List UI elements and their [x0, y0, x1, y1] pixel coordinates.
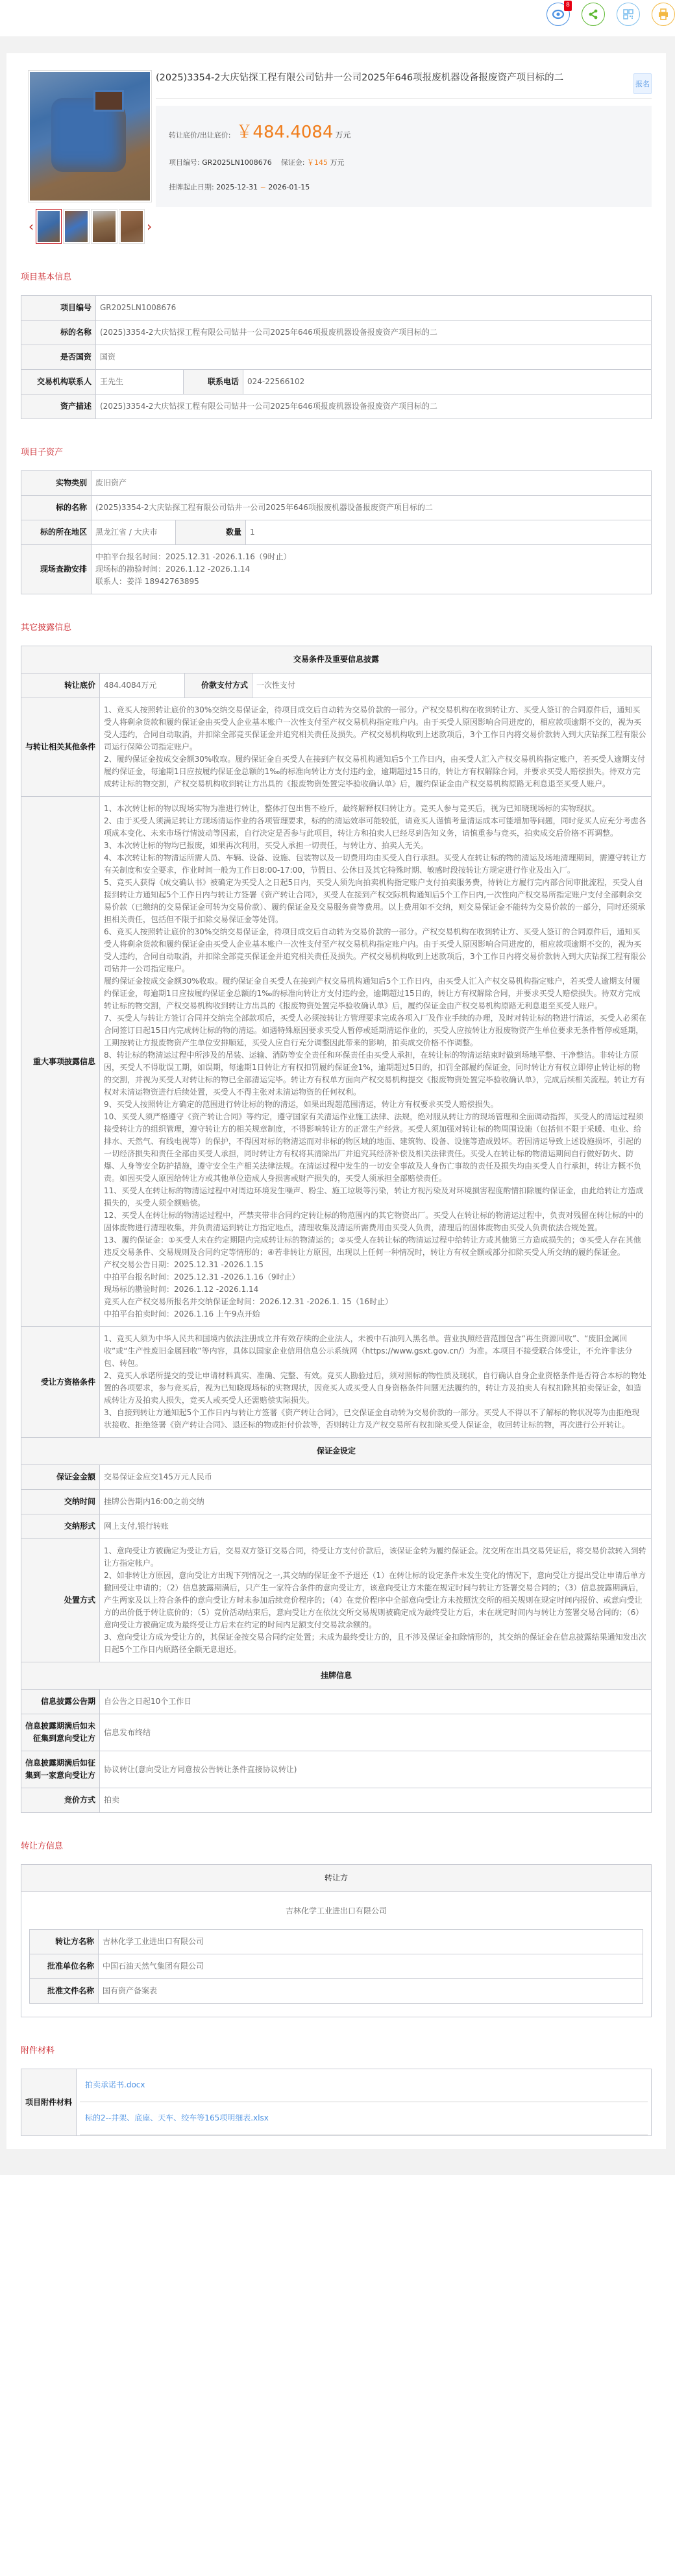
row-value: 废旧资产	[92, 471, 652, 496]
row-value: 拍卖	[100, 1788, 652, 1813]
section-title-other: 其它披露信息	[21, 623, 72, 633]
thumbnail-4[interactable]	[119, 209, 145, 244]
share-button[interactable]	[582, 3, 605, 26]
thumbnail-2[interactable]	[63, 209, 90, 244]
row-label: 项目编号	[21, 296, 96, 321]
row-label: 交纳时间	[21, 1490, 100, 1514]
disclosure-table	[21, 646, 652, 1813]
row-label: 联系电话	[184, 370, 243, 395]
major-disclosure-text: 1、本次转让标的物以现场实物为准进行转让，整体打包出售不检斤，最终解释权归转让方。竞买人参与竞买后，视为已知晓现场标的实物现状。 2、由于买受人须满足转让方现场清运作业的各项管理要求，标的的清运效率可能较低，请竞买人谨慎考量清运成本可能增加等问题，同时竞买人应充分考虑各项成本变化、未来市场行情波动等因素，自行决定是否参与此项目，转让方和拍卖人已经尽到告知义务，请慎重参与竞买，拍卖成交后价格不再调整。 3、本次转让标的物均已报废，如果再次利用，买受人承担一切责任，与转让方、拍卖人无关。 4、本次转让标的物清运所需人员、车辆、设备、设施、包装物以及一切费用均由买受人自行承担。买受人在转让标的物的清运及场地清理期间，需遵守转让方有关制度和安全要求，作业时间一般为工作日8:00-17:00，节假日、公休日及其它特殊时期、敏感时段按转让方规定进行作业及出入厂。 5、竞买人获得《成交确认书》被确定为买受人之日起5日内，买受人须先向拍卖机构指定账户支付拍卖服务费，待转让方履行完内部合同审批流程，买受人自接到转让方通知起5个工作日内与转让方签署《资产转让合同》，买受人在接到产权交际机构通知后5个工作日内,一次性向产权交易所指定账户支付全部剩余交易价款（已缴纳的交易保证金可转为交易价款）、履约保证金及交易服务费等费用。以上费用如不交纳，则交易保证金不能转为交易价款的一部分，同时还须承担相关责任，包括但不限于扣除交易保证金等处罚。 6、竞买人按照转让底价的30%交纳交易保证金，待项目成交后自动转为交易价款的一部分。产权交易机构在收到转让方、买受人签订的合同原件后，通知买受人将剩余货款和履约保证金由买受人企业基本账户一次性支付至产权交易机构指定账户内。由于买受人原因影响合同进度的，相应款项逾期不交的，视为买受人违约，合同自动取消，并扣除全部竞买保证金并追究相关责任及损失。产权交易机构收到上述款项后，3个工作日内将交易价款转入到大庆钻探工程有限公司钻井一公司指定账户。 履约保证金按成交金额30%收取。履约保证金自买受人在接到产权交易机构通知后5个工作日内，由买受人汇入产权交易机构指定账户，若买受人逾期支付履约保证金，每逾期1日应按履约保证金总额的1‰的标准向转让方支付违约金，逾期超过15日的，转让方有权解除合同，并要求买受人赔偿损失。待双方完成转让标的物交割，产权交易机构收到转让方出具的《报废物资处置完毕验收确认单》后，履约保证金由产权交易机构原路无利息退至买受人账户。 7、买受人与转让方签订合同并交纳完全部款项后，买受人必须按转让方管理要求完成各项入厂及作业手续的办理，及时对转让标的物进行清运，买受人必须在合同签订日起15日内完成转让标的物的清运。如遇特殊原因要求买受人暂停或延期清运作业的，买受人应按转让方报废物资产生单位要求无条件暂停或延期，工期按转让方报废物资产生单位安排顺延，买受人应自行充分调整因此带来的影响，拍卖成交价格不作调整。 8、转让标的物清运过程中所涉及的吊装、运输、消防等安全责任和环保责任由买受人承担，在转让标的物清运结束时做到场地平整、干净整洁。非转让方原因，买受人不得耽误工期，如误期，每逾期1日转让方有权扣罚履约保证金1%，逾期超过5日的，扣罚全部履约保证金，同时转让方有权立即停止转让标的物的交割，并视为买受人对转让标的物已全部清运完毕。转让方有权单方面向产权交易机构提交《报废物资处置完毕验收确认单》，完成后续相关流程。转让方有权对未清运物资进行后续处置，买受人不得主张对未清运物资的任何权利。 9、买受人按照转让方确定的范围进行转让标的物的清运，如果出现超范围清运，转让方有权要求买受人赔偿损失。 10、买受人须严格遵守《资产转让合同》等约定，遵守国家有关清运作业施工法律、法规，绝对服从转让方的现场管理和全面调动指挥，买受人的清运过程须接受转让方的组织管理，遵守转让方的相关规章制度，不得影响转让方的正常生产经营。买受人须加强对转让标的物周围设施（包括但不限于采暖、电业、给排水、天然气、有线电视等）的保护，不得因对标的物清运而对非标的物区域的地面、建筑物、设备、设施等造成毁坏。若因清运导致上述设施损坏，引起的一切经济损失和责任全部由买受人承担，同时转让方有权将其清除出厂并追究其经济补偿及相关法律责任。买受人在转让标的物清运期间自行做好防火、防爆、人身等安全防护措施，遵守安全生产相关法律法规。在清运过程中发生的一切安全事故及人身伤亡事故的责任及损失均由买受人自行承担，转让方概不负责。如因买受人原因给转让方或其他单位造成人身损害或财产损失的，买受人须承担全部赔偿责任。 11、买受人在转让标的物清运过程中对周边环境发生噪声、粉尘、施工垃圾等污染，转让方视污染及对环境损害程度酌情扣除履约保证金，由此给转让方造成损失的，买受人须全额赔偿。 12、买受人在转让标的物清运过程中，严禁夹带非合同约定转让标的物范围内的其它物资出厂。买受人在转让标的物清运过程中，负责对残留在转让标的中的固体废物进行清理收集，并负责清运到转让方指定地点，清理收集及清运所需费用由买受人负责，清理后的固体废物由买受人负责依法合规处置。 13、履约保证金：①买受人未在约定期限内完成转让标的物清运的；②买受人在转让标的物清运过程中给转让方或其他第三方造成损失的；③买受人存在其他违反交易条件、交易规则及合同约定等情形的；④若非转让方原因，出现以上任何一种情况时，转让方有权全额或部分扣除买受人所交纳的履约保证金。 产权交易公告日期：2025.12.31 -2026.1.15 中拍平台报名时间：2025.12.31 -2026.1.16（9时止） 现场标的勘验时间：2026.1.12 -2026.1.14 竞买人在产权交易所报名并交纳保证金时间：2026.12.31 -2026.1. 15（16时止） 中拍平台拍卖时间：2026.1.16 上午9点开始	[100, 797, 652, 1327]
table-row	[21, 1714, 652, 1751]
image-gallery	[28, 70, 153, 244]
table-row	[21, 496, 652, 520]
table-row	[21, 1539, 652, 1662]
thumbnail-strip	[28, 209, 153, 244]
row-label: 受让方资格条件	[21, 1327, 100, 1438]
row-value: 中国石油天然气集团有限公司	[99, 1954, 643, 1979]
view-count-button[interactable]	[546, 3, 570, 26]
table-row	[21, 1327, 652, 1438]
deposit-value: ￥145	[306, 158, 328, 167]
table-row	[21, 1465, 652, 1490]
transferor-table	[21, 1864, 652, 2017]
row-label: 保证金金额	[21, 1465, 100, 1490]
listing-separator: ~	[260, 183, 266, 191]
row-label: 资产描述	[21, 395, 96, 419]
table-row	[21, 1514, 652, 1539]
thumbnail-3[interactable]	[91, 209, 117, 244]
transferor-company: 吉林化学工业进出口有限公司	[285, 1906, 387, 1915]
row-value: 024-22566102	[243, 370, 652, 395]
view-count-badge: 8	[564, 1, 572, 11]
attachment-list	[77, 2069, 652, 2136]
row-label: 标的名称	[21, 496, 92, 520]
row-value: 交易保证金应交145万元人民币	[100, 1465, 652, 1490]
sub-asset-table	[21, 470, 652, 594]
table-row	[21, 296, 652, 321]
content-card	[6, 53, 666, 2149]
row-value: (2025)3354-2大庆钻探工程有限公司钻井一公司2025年646项报废机器设备报废资产项目标的二	[92, 496, 652, 520]
row-label: 价款支付方式	[185, 674, 252, 698]
table-row	[21, 797, 652, 1327]
qrcode-icon	[623, 9, 633, 19]
transferor-header: 转让方	[21, 1865, 652, 1892]
price-unit: 万元	[335, 130, 351, 140]
inspection-schedule: 中拍平台报名时间：2025.12.31 -2026.1.16（9时止） 现场标的勘验时间：2026.1.12 -2026.1.14 联系人：姜洋 18942763895	[92, 545, 652, 594]
row-value: 1	[246, 520, 652, 545]
page-body	[0, 36, 675, 2175]
row-value: 信息发布终结	[100, 1714, 652, 1751]
row-label: 批准文件名称	[30, 1979, 99, 2004]
row-value: 国资	[96, 345, 652, 370]
table-row	[21, 321, 652, 345]
row-value: 挂牌公告期内16:00之前交纳	[100, 1490, 652, 1514]
project-no-value: GR2025LN1008676	[202, 158, 272, 167]
row-label: 交纳形式	[21, 1514, 100, 1539]
row-label: 信息披露期满后如征集到一家意向受让方	[21, 1751, 100, 1788]
section-title-basic: 项目基本信息	[21, 273, 72, 282]
table-row	[30, 1930, 643, 1954]
table-row	[21, 471, 652, 496]
print-button[interactable]	[652, 3, 675, 26]
row-label: 实物类别	[21, 471, 92, 496]
table-row	[21, 674, 652, 698]
row-label: 重大事项披露信息	[21, 797, 100, 1327]
listing-start: 2025-12-31	[216, 183, 258, 191]
qrcode-button[interactable]	[617, 3, 640, 26]
print-icon	[658, 8, 669, 20]
price-label: 转让底价/出让底价:	[169, 131, 231, 140]
row-value: 484.4084万元	[100, 674, 185, 698]
row-value: (2025)3354-2大庆钻探工程有限公司钻井一公司2025年646项报废机器设备报废资产项目标的二	[96, 321, 652, 345]
table-row	[30, 1954, 643, 1979]
project-summary	[156, 70, 652, 244]
row-value: 黑龙江省 / 大庆市	[92, 520, 176, 545]
next-image-button[interactable]: ›	[147, 219, 153, 234]
table-row	[21, 1690, 652, 1714]
basic-info-table	[21, 295, 652, 419]
row-label: 现场查勘安排	[21, 545, 92, 594]
table-row	[21, 520, 652, 545]
row-label: 转让方名称	[30, 1930, 99, 1954]
listing-end: 2026-01-15	[268, 183, 310, 191]
listing-dates	[169, 182, 639, 192]
project-hero	[21, 53, 652, 244]
section-title-transferor: 转让方信息	[21, 1841, 64, 1851]
table-row	[21, 1751, 652, 1788]
row-value: 吉林化学工业进出口有限公司	[99, 1930, 643, 1954]
attachment-link[interactable]: 拍卖承诺书.docx	[80, 2069, 648, 2102]
price-box	[156, 106, 652, 207]
share-icon	[587, 8, 599, 20]
table-row	[21, 1490, 652, 1514]
attachment-link[interactable]: 标的2--井架、底座、天车、绞车等165项明细表.xlsx	[80, 2102, 648, 2135]
section-title-sub-asset: 项目子资产	[21, 448, 64, 457]
section-title-attachments: 附件材料	[21, 2046, 55, 2056]
eye-icon	[552, 8, 565, 21]
project-meta	[169, 157, 639, 167]
table-row	[21, 698, 652, 797]
project-title: (2025)3354-2大庆钻探工程有限公司钻井一公司2025年646项报废机器设备报废资产项目标的二	[156, 73, 564, 83]
table-row	[21, 395, 652, 419]
signup-button[interactable]: 报名	[633, 73, 652, 94]
row-value: (2025)3354-2大庆钻探工程有限公司钻井一公司2025年646项报废机器设备报废资产项目标的二	[96, 395, 652, 419]
table-row	[21, 545, 652, 594]
table-row	[21, 2069, 652, 2136]
qualification-text: 1、竞买人须为中华人民共和国境内依法注册成立并有效存续的企业法人，未被中石油列入黑名单。营业执照经营范围包含“再生资源回收”、“废旧金属回收”或“生产性废旧金属回收”等内容，具体以国家企业信用信息公示系统网（https://www.gsxt.gov.cn/）为准。本项目不接受联合体受让，不允许非法分包、转包。 2、竞买人承诺所提交的受让申请材料真实、准确、完整、有效。竞买人勘验过后，须对照标的物性质及现状，自行确认自身企业资格条件是否符合本标的物处置的各项要求，参与竞买后，视为已知晓现场标的实物现状，因竞买人或买受人自身资格条件问题无法履约的，转让方及拍卖人有权扣除其拍卖保证金，如造成转让方及拍卖人损失，竞买人或买受人还需赔偿实际损失。 3、自接到转让方通知起5个工作日内与转让方签署《资产转让合同》，已交保证金自动转为交易价款的一部分。买受人不得以不了解标的物状况等为由拒绝现状接收、拒绝签署《资产转让合同》、退还标的物或拒付价款等，否则转让方及产权交易所有权扣除买受人保证金，收回转让标的物，再次进行公开转让。	[100, 1327, 652, 1438]
other-conditions-text: 1、竞买人按照转让底价的30%交纳交易保证金，待项目成交后自动转为交易价款的一部分。产权交易机构在收到转让方、买受人签订的合同原件后，通知买受人将剩余货款和履约保证金由买受人企业基本账户一次性支付至产权交易机构指定账户内。由于买受人原因影响合同进度的，相应款项逾期不交的，视为买受人违约，合同自动取消，并扣除全部竞买保证金并追究相关责任及损失。产权交易机构收到上述款项后，3个工作日内将交易价款转入到大庆钻探工程有限公司运行保障公司指定账户。 2、履约保证金按成交金额30%收取。履约保证金自买受人在接到产权交易机构通知后5个工作日内，由买受人汇入产权交易机构指定账户，若买受人逾期支付履约保证金，每逾期1日应按履约保证金总额的1‰的标准向转让方支付违约金，逾期超过15日的，转让方有权解除合同，并要求买受人赔偿损失。待双方完成转让标的物交割，产权交易机构收到转让方出具的《报废物资处置完毕验收确认单》后，履约保证金由产权交易机构原路无利息退至买受人账户。	[100, 698, 652, 797]
row-label: 转让底价	[21, 674, 100, 698]
listing-label: 挂牌起止日期:	[169, 183, 214, 191]
row-label: 竞价方式	[21, 1788, 100, 1813]
row-label: 处置方式	[21, 1539, 100, 1662]
row-label: 是否国资	[21, 345, 96, 370]
toolbar-icons	[546, 3, 675, 26]
trade-conditions-header: 交易条件及重要信息披露	[21, 646, 652, 674]
disposal-text: 1、意向受让方被确定为受让方后，交易双方签订交易合同，待受让方支付价款后，该保证金转为履约保证金。沈交所在出具交易凭证后，将交易价款转入到转让方指定帐户。 2、如非转让方原因，意向受让方出现下列情况之一,其交纳的保证金不予退还（1）在转让标的设定条件未发生变化的情况下，意向受让方提出受让申请后单方撤回受让申请的；（2）信息披露期满后，只产生一家符合条件的意向受让方，该意向受让方未能在规定时间与转让方签署交易合同的；（3）信息披露期满后，产生两家及以上符合条件的意向受让方时未参加后续竞价程序的；（4）在竞价程序中全部意向受让方未按照沈交所的相关规则在规定时间内报价、或意向受让方的出价低于转让底价的；（5）竞价活动结束后，意向受让方在依沈交所交易规则被确定成为最终受让方后，未在规定时间内与转让方签署交易合同的；（6）意向受让方被确定成为最终受让方后未在约定的时间内足额支付交易款余额的。 3、意向受让方成为受让方的，其保证金按交易合同约定处置；未成为最终受让方的，且不涉及保证金扣除情形的，其交纳的保证金在信息披露结果通知发出次日起5个工作日内原路径全额无息退还。	[100, 1539, 652, 1662]
row-value: 网上支付,银行转账	[100, 1514, 652, 1539]
row-label: 标的名称	[21, 321, 96, 345]
row-label: 信息披露公告期	[21, 1690, 100, 1714]
price-value: ￥484.4084	[236, 123, 334, 142]
row-value: 协议转让(意向受让方同意按公告转让条件直接协议转让)	[100, 1751, 652, 1788]
row-label: 项目附件材料	[21, 2069, 77, 2136]
deposit-label: 保证金:	[280, 158, 305, 167]
thumbnail-1[interactable]	[36, 209, 62, 244]
table-row	[21, 345, 652, 370]
row-label: 数量	[176, 520, 246, 545]
top-toolbar	[0, 0, 675, 36]
attachments-table	[21, 2069, 652, 2136]
table-row	[30, 1979, 643, 2004]
row-label: 信息披露期满后如未征集到意向受让方	[21, 1714, 100, 1751]
transferor-detail-table	[29, 1929, 643, 2004]
table-row	[21, 370, 652, 395]
row-label: 交易机构联系人	[21, 370, 96, 395]
row-label: 与转让相关其他条件	[21, 698, 100, 797]
listing-info-header: 挂牌信息	[21, 1662, 652, 1690]
row-value: 王先生	[96, 370, 184, 395]
row-value: 自公告之日起10个工作日	[100, 1690, 652, 1714]
prev-image-button[interactable]: ‹	[28, 219, 34, 234]
table-header-row	[21, 646, 652, 674]
table-row	[21, 1788, 652, 1813]
row-label: 标的所在地区	[21, 520, 92, 545]
row-value: 一次性支付	[252, 674, 652, 698]
main-image	[28, 70, 152, 202]
deposit-settings-header: 保证金设定	[21, 1438, 652, 1465]
row-value: GR2025LN1008676	[96, 296, 652, 321]
deposit-unit: 万元	[330, 158, 345, 167]
project-no-label: 项目编号:	[169, 158, 200, 167]
row-value: 国有资产备案表	[99, 1979, 643, 2004]
table-header-row	[21, 1662, 652, 1690]
row-label: 批准单位名称	[30, 1954, 99, 1979]
table-header-row	[21, 1438, 652, 1465]
